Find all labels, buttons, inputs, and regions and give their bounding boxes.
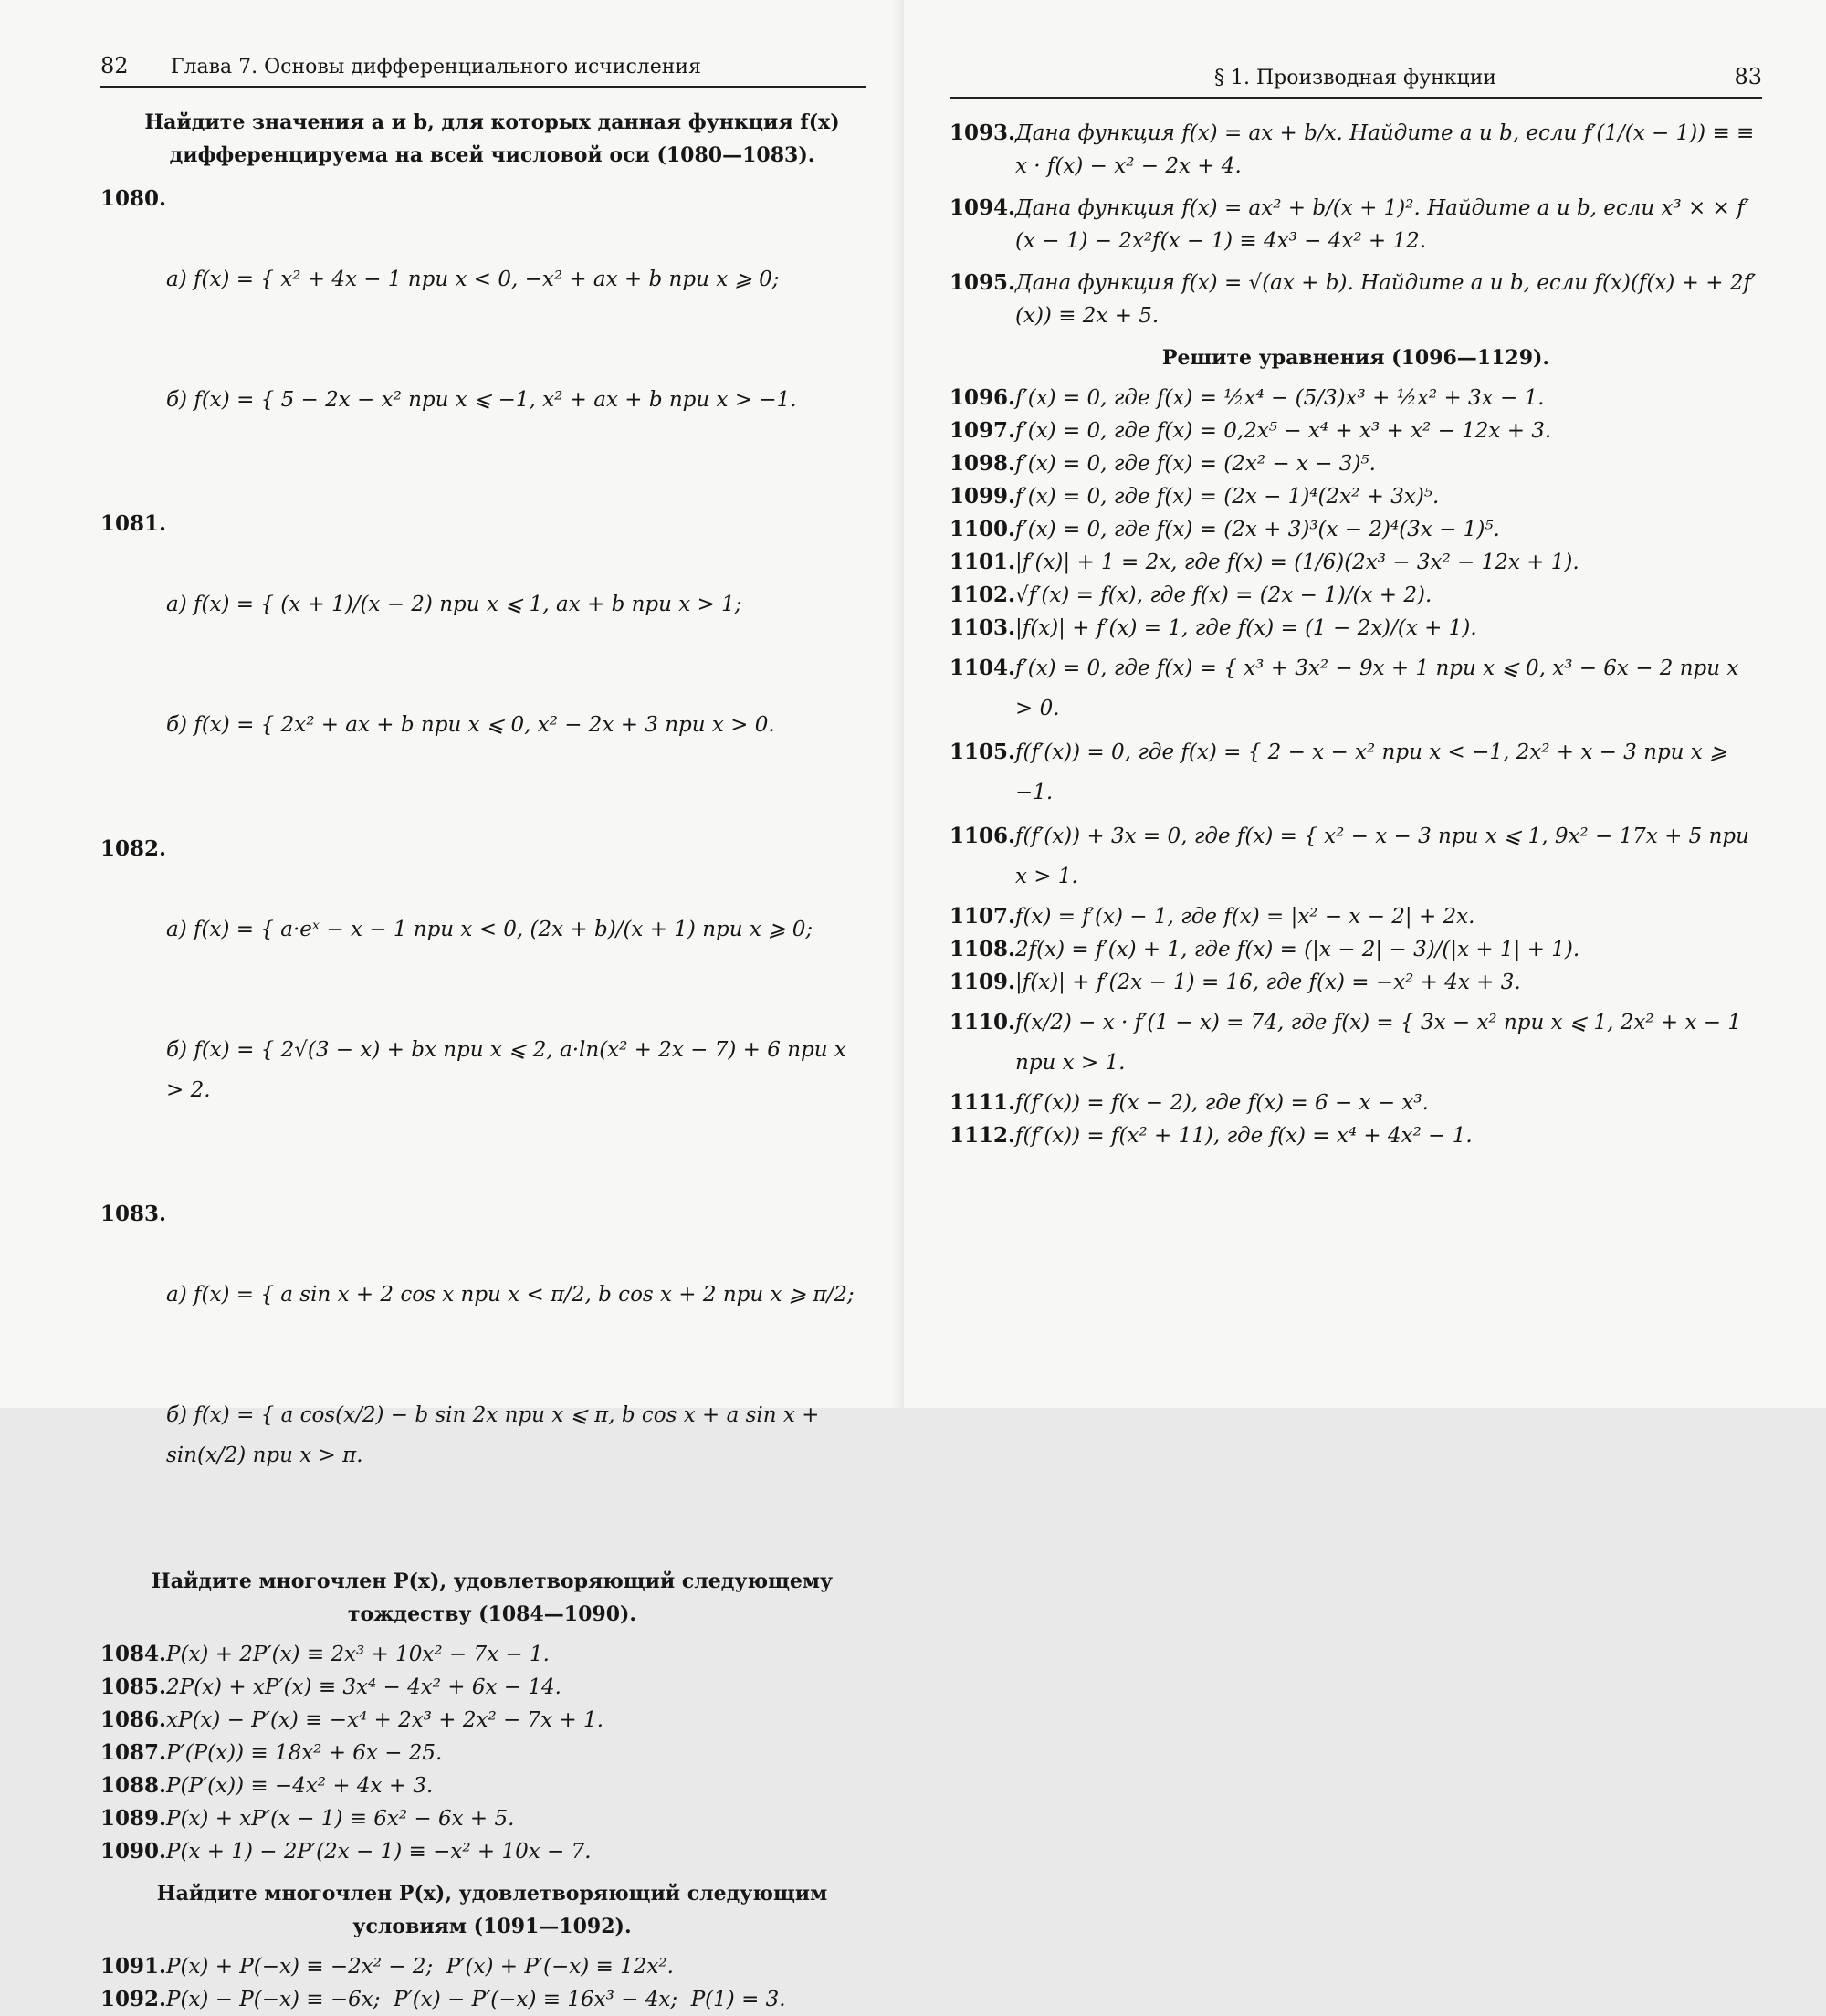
problem-number: 1111. — [950, 1090, 1016, 1115]
right-running-title: § 1. Производная функции — [1214, 67, 1497, 89]
problem-number: 1106. — [950, 824, 1016, 848]
problem-number: 1082. — [100, 836, 167, 861]
problem-text: Дана функция f(x) = √(ax + b). Найдите a и b, если f(x)(f(x) + + 2f′(x)) ≡ 2x + 5. — [1015, 271, 1757, 328]
problem-part-b: б) f(x) = { 2√(3 − x) + bx при x ⩽ 2, a·ln(x² + 2x − 7) + 6 при x > 2. — [166, 1038, 854, 1102]
left-page — [0, 0, 904, 2011]
problem-number: 1096. — [950, 385, 1016, 410]
problem-part-a: а) f(x) = { a·eˣ − x − 1 при x < 0, (2x + b)/(x + 1) при x ⩾ 0; — [166, 918, 813, 941]
problem-text: P(P′(x)) ≡ −4x² + 4x + 3. — [166, 1774, 434, 1798]
problem-1094 — [950, 192, 1762, 257]
problem-1085 — [100, 1671, 884, 1704]
problem-number: 1081. — [100, 511, 167, 536]
problem-text: P(x) − P(−x) ≡ −6x; P′(x) − P′(−x) ≡ 16x³ − 4x; P(1) = 3. — [166, 1988, 786, 2011]
problem-1088 — [100, 1769, 884, 1802]
problem-1112 — [950, 1119, 1762, 1152]
problem-text: f(f′(x)) = 0, где f(x) = { 2 − x − x² при x < −1, 2x² + x − 3 при x ⩾ −1. — [1015, 740, 1734, 804]
problem-1090 — [100, 1835, 884, 1868]
problem-1096 — [950, 382, 1762, 415]
problem-1109 — [950, 966, 1762, 999]
problem-part-a: а) f(x) = { (x + 1)/(x − 2) при x ⩽ 1, ax + b при x > 1; — [166, 593, 742, 616]
left-running-head — [100, 53, 866, 88]
problem-number: 1103. — [950, 615, 1016, 640]
problem-text: f′(x) = 0, где f(x) = (2x − 1)⁴(2x² + 3x)⁵. — [1015, 485, 1440, 509]
problem-1093 — [950, 117, 1762, 183]
problem-number: 1095. — [950, 270, 1016, 295]
problem-number: 1099. — [950, 484, 1016, 509]
problem-text: f′(x) = 0, где f(x) = { x³ + 3x² − 9x + 1 при x ⩽ 0, x³ − 6x − 2 при x > 0. — [1015, 656, 1746, 720]
problem-text: P(x) + 2P′(x) ≡ 2x³ + 10x² − 7x − 1. — [166, 1643, 550, 1666]
problem-text: |f′(x)| + 1 = 2x, где f(x) = (1/6)(2x³ − 3x² − 12x + 1). — [1015, 551, 1579, 574]
problem-part-a: а) f(x) = { a sin x + 2 cos x при x < π/2, b cos x + 2 при x ⩾ π/2; — [166, 1283, 855, 1307]
problem-part-b: б) f(x) = { 5 − 2x − x² при x ⩽ −1, x² + ax + b при x > −1. — [166, 388, 797, 412]
problem-text: P(x + 1) − 2P′(2x − 1) ≡ −x² + 10x − 7. — [166, 1840, 592, 1864]
problem-number: 1080. — [100, 186, 167, 211]
problem-1083 — [100, 1194, 884, 1556]
right-running-head — [950, 64, 1762, 99]
problem-1091 — [100, 1950, 884, 1983]
problem-1086 — [100, 1704, 884, 1737]
problem-part-b: б) f(x) = { 2x² + ax + b при x ⩽ 0, x² − 2x + 3 при x > 0. — [166, 713, 775, 737]
right-page-number: 83 — [1734, 64, 1762, 89]
problem-text: f(f′(x)) = f(x² + 11), где f(x) = x⁴ + 4x² − 1. — [1015, 1124, 1473, 1148]
problem-1101 — [950, 546, 1762, 579]
problem-number: 1086. — [100, 1707, 167, 1732]
problem-1104 — [950, 648, 1762, 729]
problem-number: 1112. — [950, 1123, 1016, 1148]
problem-text: 2P(x) + xP′(x) ≡ 3x⁴ − 4x² + 6x − 14. — [166, 1675, 561, 1699]
problem-1110 — [950, 1003, 1762, 1083]
problem-1100 — [950, 513, 1762, 546]
section-heading-1096: Решите уравнения (1096—1129). — [1161, 346, 1550, 370]
problem-text: P(x) + xP′(x − 1) ≡ 6x² − 6x + 5. — [166, 1807, 515, 1831]
problem-1081 — [100, 504, 884, 825]
section-heading-1091: Найдите многочлен P(x), удовлетворяющий следующим условиям (1091—1092). — [156, 1882, 828, 1938]
problem-number: 1110. — [950, 1010, 1016, 1034]
problem-text: xP(x) − P′(x) ≡ −x⁴ + 2x³ + 2x² − 7x + 1. — [166, 1708, 604, 1732]
problem-1099 — [950, 480, 1762, 513]
problem-text: Дана функция f(x) = ax + b/x. Найдите a и b, если f′(1/(x − 1)) ≡ ≡ x · f(x) − x² − 2x + 4. — [1015, 121, 1761, 178]
problem-1097 — [950, 415, 1762, 447]
problem-1102 — [950, 579, 1762, 612]
problem-text: Дана функция f(x) = ax² + b/(x + 1)². Найдите a и b, если x³ × × f′(x − 1) − 2x²f(x − 1) ≡ 4x³ − 4x² + 12. — [1015, 196, 1749, 253]
problem-number: 1098. — [950, 451, 1016, 476]
problem-text: f′(x) = 0, где f(x) = 0,2x⁵ − x⁴ + x³ + x² − 12x + 3. — [1015, 419, 1552, 443]
problem-number: 1084. — [100, 1642, 167, 1666]
problem-1105 — [950, 732, 1762, 813]
problem-number: 1083. — [100, 1202, 167, 1226]
problem-1098 — [950, 447, 1762, 480]
problem-text: f(x) = f′(x) − 1, где f(x) = |x² − x − 2| + 2x. — [1015, 905, 1475, 929]
problem-number: 1109. — [950, 970, 1016, 994]
problem-1111 — [950, 1087, 1762, 1119]
problem-number: 1085. — [100, 1675, 167, 1699]
problem-number: 1107. — [950, 904, 1016, 929]
left-running-title: Глава 7. Основы дифференциального исчисления — [171, 56, 701, 79]
problem-text: f′(x) = 0, где f(x) = (2x² − x − 3)⁵. — [1015, 452, 1376, 476]
problem-1084 — [100, 1638, 884, 1671]
problem-text: |f(x)| + f′(2x − 1) = 16, где f(x) = −x² + 4x + 3. — [1015, 971, 1521, 994]
problem-number: 1101. — [950, 550, 1016, 574]
problem-1106 — [950, 816, 1762, 897]
problem-part-a: а) f(x) = { x² + 4x − 1 при x < 0, −x² + ax + b при x ⩾ 0; — [166, 268, 780, 291]
problem-1108 — [950, 933, 1762, 966]
problem-1082 — [100, 829, 884, 1191]
problem-text: f(f′(x)) = f(x − 2), где f(x) = 6 − x − x³. — [1015, 1091, 1429, 1115]
problem-number: 1087. — [100, 1740, 167, 1765]
problem-1103 — [950, 612, 1762, 645]
problem-1089 — [100, 1802, 884, 1835]
problem-number: 1091. — [100, 1954, 167, 1979]
problem-number: 1088. — [100, 1773, 167, 1798]
problem-number: 1102. — [950, 583, 1016, 607]
problem-text: |f(x)| + f′(x) = 1, где f(x) = (1 − 2x)/(x + 1). — [1015, 616, 1477, 640]
left-page-number: 82 — [100, 53, 129, 79]
problem-part-b: б) f(x) = { a cos(x/2) − b sin 2x при x ⩽ π, b cos x + a sin x + sin(x/2) при x > π. — [166, 1403, 826, 1467]
problem-1092 — [100, 1983, 884, 2016]
problem-text: f′(x) = 0, где f(x) = (2x + 3)³(x − 2)⁴(3x − 1)⁵. — [1015, 518, 1500, 541]
problem-text: P(x) + P(−x) ≡ −2x² − 2; P′(x) + P′(−x) ≡ 12x². — [166, 1955, 674, 1979]
problem-number: 1094. — [950, 195, 1016, 220]
problem-number: 1090. — [100, 1839, 167, 1864]
problem-1095 — [950, 267, 1762, 332]
problem-text: P′(P(x)) ≡ 18x² + 6x − 25. — [166, 1741, 443, 1765]
problem-number: 1104. — [950, 656, 1016, 680]
problem-text: f(x/2) − x · f′(1 − x) = 74, где f(x) = { 3x − x² при x ⩽ 1, 2x² + x − 1 при x > 1. — [1015, 1011, 1748, 1075]
problem-number: 1092. — [100, 1987, 167, 2011]
section-heading-1084: Найдите многочлен P(x), удовлетворяющий следующему тождеству (1084—1090). — [151, 1570, 834, 1626]
problem-number: 1108. — [950, 937, 1016, 961]
problem-text: √f′(x) = f(x), где f(x) = (2x − 1)/(x + 2). — [1015, 583, 1432, 607]
problem-number: 1097. — [950, 418, 1016, 443]
problem-number: 1093. — [950, 121, 1016, 145]
problem-number: 1105. — [950, 740, 1016, 764]
problem-1107 — [950, 900, 1762, 933]
section-heading-1080: Найдите значения a и b, для которых данная функция f(x) дифференцируема на всей числовой оси (1080—1083). — [144, 110, 840, 167]
problem-text: f′(x) = 0, где f(x) = ½x⁴ − (5/3)x³ + ½x² + 3x − 1. — [1015, 386, 1545, 410]
problem-number: 1089. — [100, 1806, 167, 1831]
right-page — [904, 0, 1826, 1408]
problem-text: 2f(x) = f′(x) + 1, где f(x) = (|x − 2| − 3)/(|x + 1| + 1). — [1015, 938, 1580, 961]
problem-number: 1100. — [950, 517, 1016, 541]
problem-text: f(f′(x)) + 3x = 0, где f(x) = { x² − x − 3 при x ⩽ 1, 9x² − 17x + 5 при x > 1. — [1015, 824, 1757, 888]
problem-1087 — [100, 1737, 884, 1769]
problem-1080 — [100, 179, 884, 500]
